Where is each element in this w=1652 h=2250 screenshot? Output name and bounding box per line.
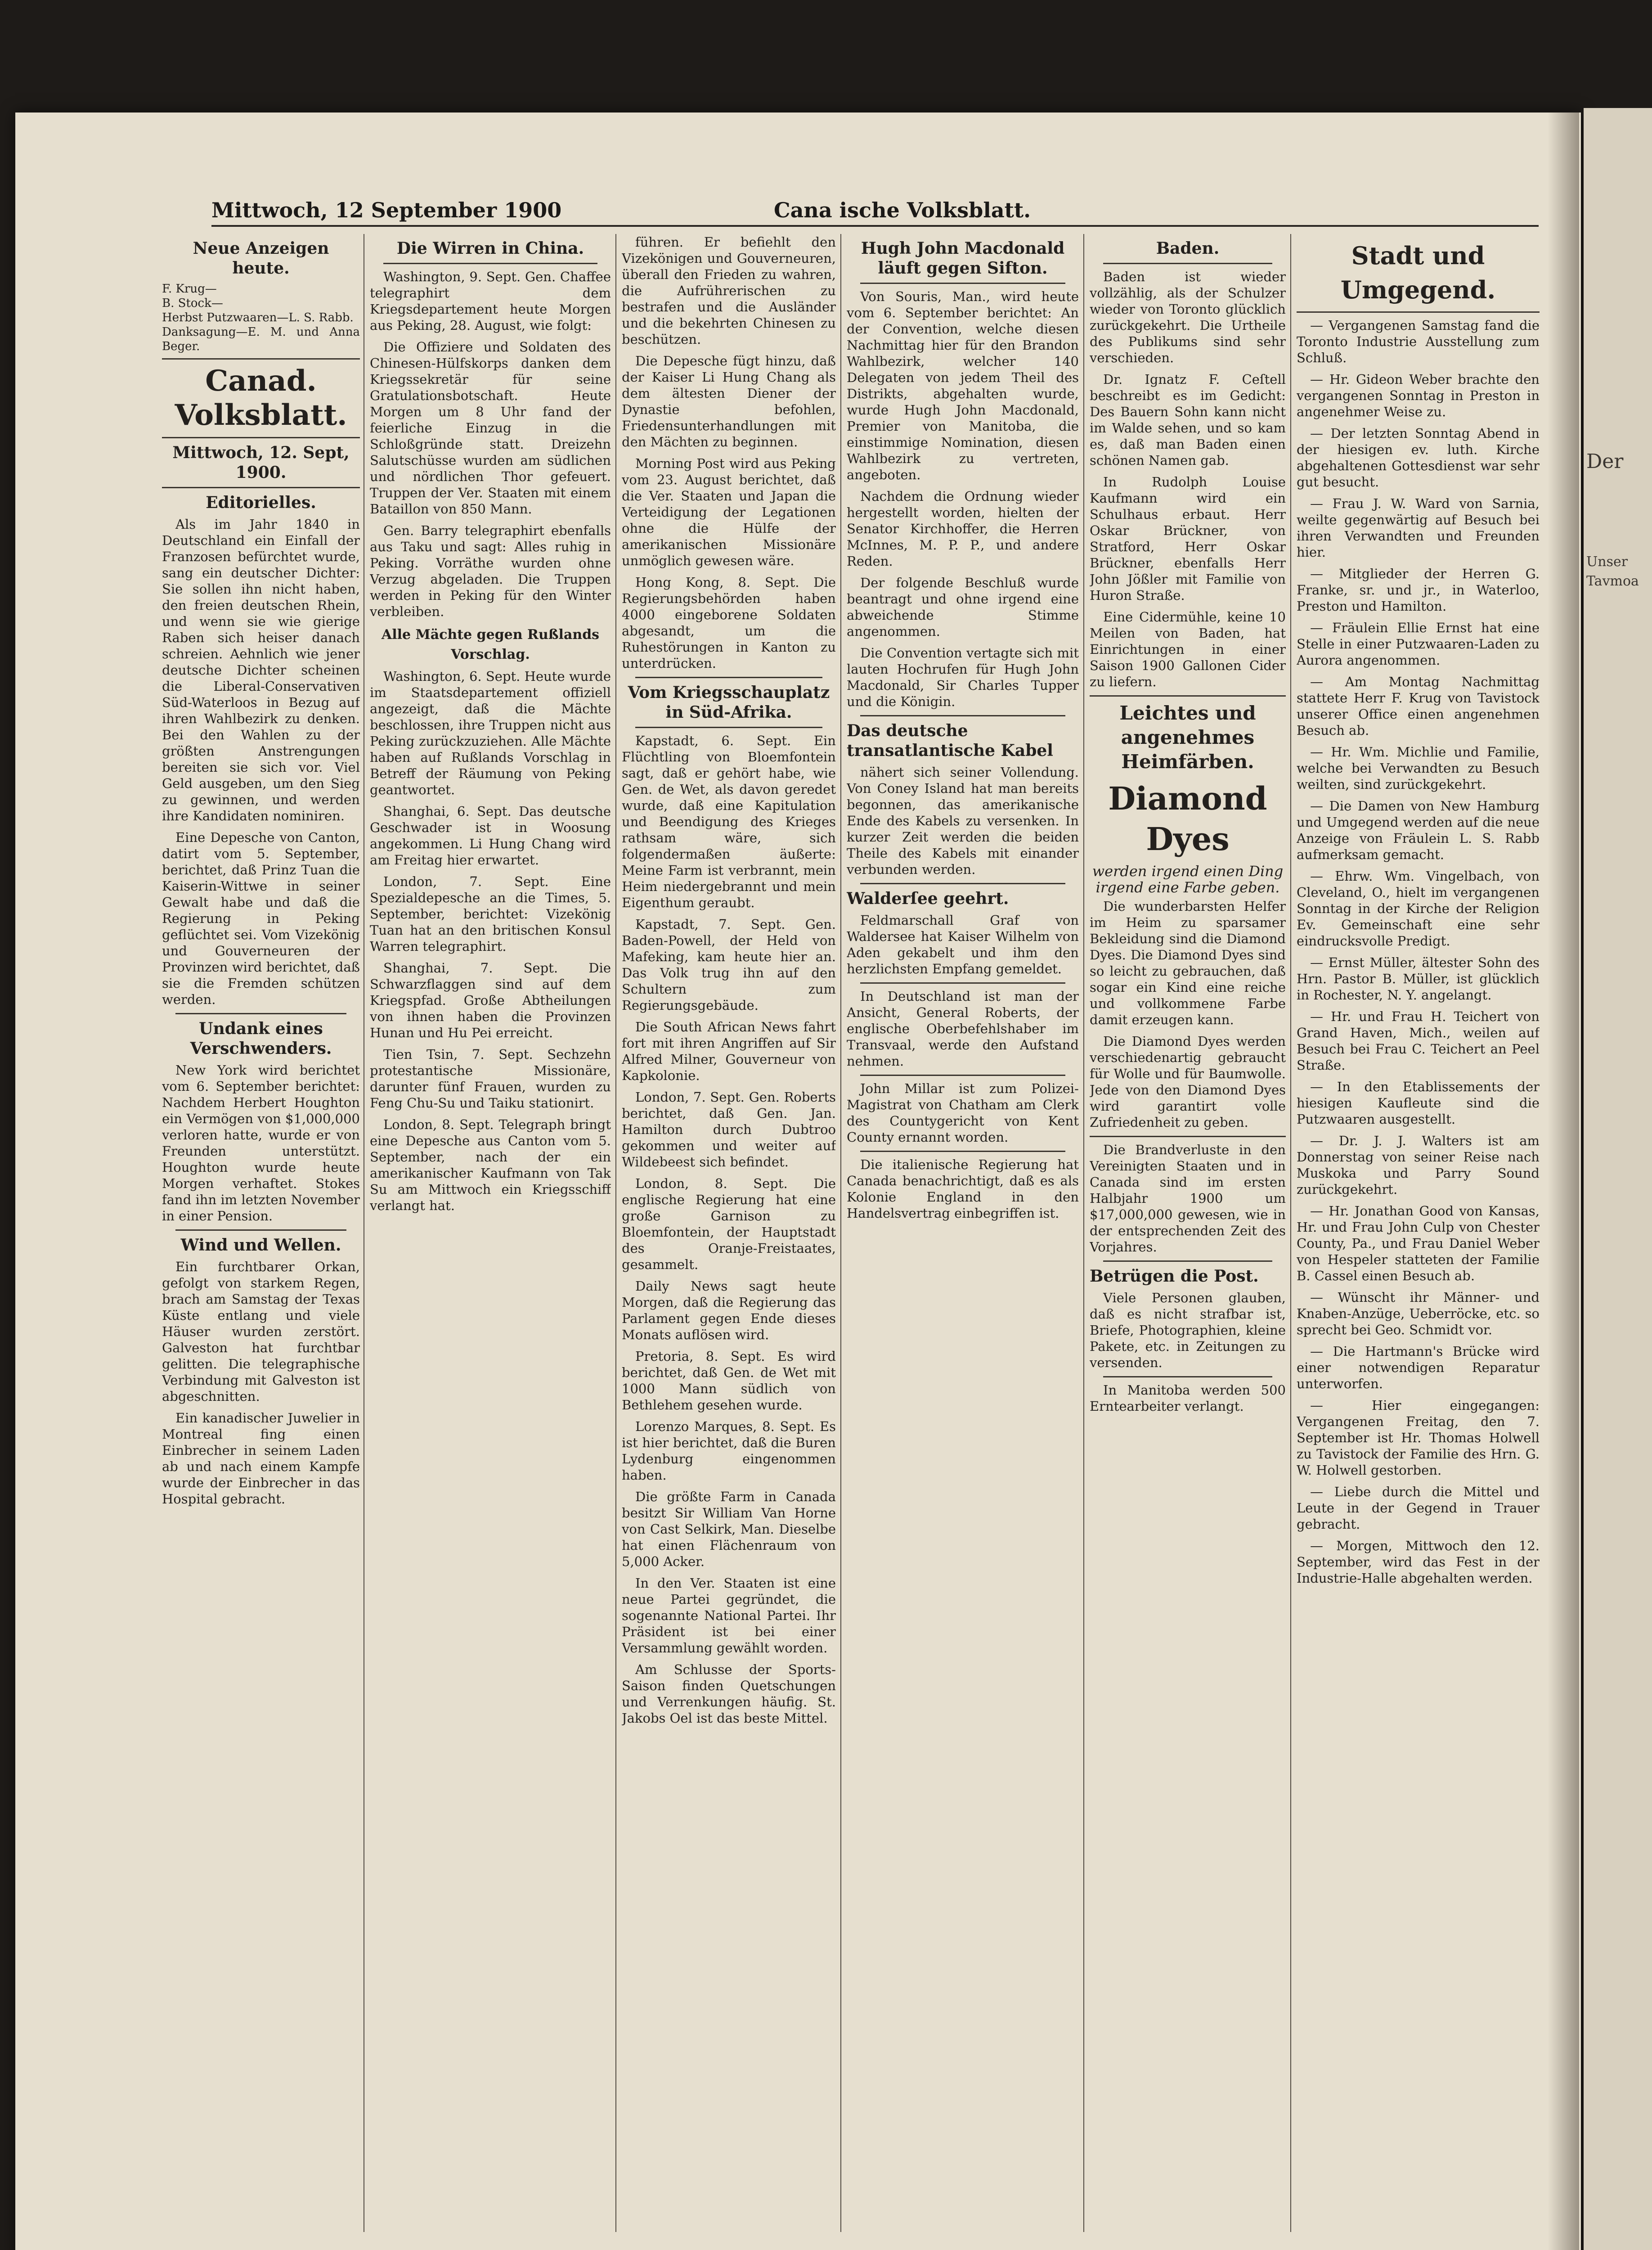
article-paragraph: Kapstadt, 7. Sept. Gen. Baden-Powell, der Held von Mafeking, kam heute hier an. Das Volk trug ihn auf den Schultern zum Regierungsgebäude. xyxy=(622,917,836,1013)
article-paragraph: London, 8. Sept. Die englische Regierung hat eine große Garnison zu Bloemfontein, der Hauptstadt des Oranje-Freistaates, gesammelt. xyxy=(622,1176,836,1272)
article-paragraph: In Deutschland ist man der Ansicht, General Roberts, der englische Oberbefehlshaber im Transvaal, werde den Aufstand nehmen. xyxy=(847,989,1079,1069)
article-paragraph: Dr. Ignatz F. Ceſtell beschreibt es im Gedicht: Des Bauern Sohn kann nicht im Walde sehen, und so kam es, daß man Baden einen schönen Namen gab. xyxy=(1090,372,1286,468)
article-heading: Hugh John Macdonald läuft gegen Sifton. xyxy=(861,239,1065,278)
ad-subtitle: werden irgend einen Ding irgend eine Farbe geben. xyxy=(1092,863,1284,896)
article-subheading: Alle Mächte gegen Rußlands Vorschlag. xyxy=(381,627,600,662)
ad-item: B. Stock— xyxy=(162,297,223,310)
article-paragraph: Am Schlusse der Sports-Saison finden Quetschungen und Verrenkungen häufig. St. Jakobs Oel ist das beste Mittel. xyxy=(622,1662,836,1726)
divider xyxy=(162,487,360,488)
local-news-item: — Wünscht ihr Männer- und Knaben-Anzüge, Ueberröcke, etc. so sprecht bei Geo. Schmidt vor. xyxy=(1297,1290,1540,1337)
column-3 xyxy=(622,234,836,2232)
local-news-item: — Vergangenen Samstag fand die Toronto Industrie Ausstellung zum Schluß. xyxy=(1297,318,1540,365)
column-4 xyxy=(847,234,1079,2232)
local-news-item: — Ernst Müller, ältester Sohn des Hrn. Pastor B. Müller, ist glücklich in Rochester, N. Y. angelangt. xyxy=(1297,955,1540,1003)
divider xyxy=(860,982,1065,984)
article-paragraph: London, 7. Sept. Gen. Roberts berichtet, daß Gen. Jan. Hamilton durch Dubtroo gekommen und weiter auf Wildebeest sich befindet. xyxy=(622,1089,836,1170)
article-paragraph: In den Ver. Staaten ist eine neue Partei gegründet, die sogenannte National Partei. Ihr Präsident ist bei einer Versammlung gewählt worden. xyxy=(622,1575,836,1656)
local-news-item: — Am Montag Nachmittag stattete Herr F. Krug von Tavistock unserer Office einen angenehmen Besuch ab. xyxy=(1297,674,1540,738)
divider xyxy=(1090,1136,1286,1137)
article-paragraph: Daily News sagt heute Morgen, daß die Regierung das Parlament gegen Ende dieses Monats auflösen wird. xyxy=(622,1278,836,1342)
adjacent-page-text: Tavmoa xyxy=(1586,573,1639,589)
article-heading: Undank eines Verschwenders. xyxy=(190,1019,332,1058)
article-paragraph: Shanghai, 7. Sept. Die Schwarzflaggen sind auf dem Kriegspfad. Große Abtheilungen von ihnen haben die Provinzen Hunan und Hu Pei erreicht. xyxy=(370,960,611,1040)
divider xyxy=(1297,311,1540,313)
article-paragraph: Die Brandverluste in den Vereinigten Staaten und in Canada sind im ersten Halbjahr 1900 um $17,000,000 gewesen, wie in der entsprechenden Zeit des Vorjahres. xyxy=(1090,1142,1286,1255)
ad-item: Danksagung—E. M. und Anna Beger. xyxy=(162,325,360,353)
ad-item: Herbst Putzwaaren—L. S. Rabb. xyxy=(162,311,354,324)
divider xyxy=(162,358,360,360)
article-heading: Wind und Wellen. xyxy=(180,1236,341,1255)
article-paragraph: In Rudolph Louise Kaufmann wird ein Schulhaus erbaut. Herr Oskar Brückner, von Stratford, Herr Oskar Brückner, ebenfalls Herr John Jößler mit Familie von Huron Straße. xyxy=(1090,474,1286,603)
article-paragraph: Kapstadt, 6. Sept. Ein Flüchtling von Bloemfontein sagt, daß er gehört habe, wie Gen. de Wet, als davon geredet wurde, daß eine Kapitulation und Beendigung des Krieges rathsam wäre, sich folgendermaßen äußerte: Meine Farm ist verbrannt, mein Heim niedergebrannt und mein Eigenthum geraubt. xyxy=(622,733,836,910)
local-news-item: — Frau J. W. Ward von Sarnia, weilte gegenwärtig auf Besuch bei ihren Verwandten und Freunden hier. xyxy=(1297,496,1540,560)
article-heading: Betrügen die Post. xyxy=(1090,1267,1259,1286)
divider xyxy=(383,263,597,264)
ad-list xyxy=(162,282,360,354)
article-paragraph: Washington, 9. Sept. Gen. Chaffee telegraphirt dem Kriegsdepartement heute Morgen aus Peking, 28. August, wie folgt: xyxy=(370,269,611,333)
column-rule xyxy=(1290,234,1291,2232)
local-news-item: — In den Etablissements der hiesigen Kaufleute sind die Putzwaaren ausgestellt. xyxy=(1297,1079,1540,1127)
divider xyxy=(175,1013,346,1014)
column-1 xyxy=(162,234,360,2232)
article-paragraph: London, 8. Sept. Telegraph bringt eine Depesche aus Canton vom 5. September, nach der ein amerikanischer Kaufmann von Tak Su am Mittwoch ein Kriegsschiff verlangt hat. xyxy=(370,1117,611,1213)
article-paragraph: Eine Cidermühle, keine 10 Meilen von Baden, hat Einrichtungen in einer Saison 1900 Gallonen Cider zu liefern. xyxy=(1090,609,1286,689)
divider xyxy=(860,715,1065,716)
article-paragraph: Hong Kong, 8. Sept. Die Regierungsbehörden haben 4000 eingeborene Soldaten abgesandt, um die Ruhestörungen in Kanton zu unterdrücken. xyxy=(622,575,836,671)
divider xyxy=(860,883,1065,884)
article-paragraph: Der folgende Beschluß wurde beantragt und ohne irgend eine abweichende Stimme angenommen. xyxy=(847,575,1079,639)
article-paragraph: führen. Er befiehlt den Vizekönigen und Gouverneuren, überall den Frieden zu wahren, die Aufrührerischen zu bestrafen und die Ausländer und die bekehrten Chinesen zu beschützen. xyxy=(622,234,836,347)
page-gutter xyxy=(1548,112,1579,2250)
adjacent-page-text: Unser xyxy=(1586,554,1628,570)
article-paragraph: Die South African News fahrt fort mit ihren Angriffen auf Sir Alfred Milner, Gouverneur von Kapkolonie. xyxy=(622,1019,836,1083)
article-paragraph: Ein kanadischer Juwelier in Montreal fing einen Einbrecher in seinem Laden ab und nach einem Kampfe wurde der Einbrecher in das Hospital gebracht. xyxy=(162,1410,360,1507)
paper-masthead: Canad. Volksblatt. xyxy=(175,364,347,432)
divider xyxy=(162,437,360,438)
article-paragraph: Gen. Barry telegraphirt ebenfalls aus Taku und sagt: Alles ruhig in Peking. Vorräthe wurden ohne Verzug abgeladen. Die Truppen werden in Peking für den Winter verbleiben. xyxy=(370,523,611,619)
article-paragraph: Von Souris, Man., wird heute vom 6. September berichtet: An der Convention, welche diesen Nachmittag hier für den Brandon Wahlbezirk, welcher 140 Delegaten von jedem Theil des Distrikts, abgehalten wurde, wurde Hugh John Macdonald, Premier von Manitoba, die einstimmige Nomination, diesen Wahlbezirk zu vertreten, angeboten. xyxy=(847,289,1079,482)
column-5 xyxy=(1090,234,1286,2232)
article-heading: Walderſee geehrt. xyxy=(847,889,1009,908)
article-heading: Vom Kriegsschauplatz in Süd-Afrika. xyxy=(628,683,830,722)
divider xyxy=(1090,695,1286,697)
article-paragraph: Pretoria, 8. Sept. Es wird berichtet, daß Gen. de Wet mit 1000 Mann südlich von Bethlehem gesehen wurde. xyxy=(622,1349,836,1413)
divider xyxy=(1103,263,1272,264)
divider xyxy=(1103,1260,1272,1262)
article-paragraph: Eine Depesche von Canton, datirt vom 5. September, berichtet, daß Prinz Tuan die Kaiserin-Wittwe in seiner Gewalt habe und daß die Regierung in Peking geflüchtet sei. Vom Vizekönig und Gouverneuren der Provinzen wird berichtet, daß sie die Fremden schützen werden. xyxy=(162,830,360,1007)
article-paragraph: New York wird berichtet vom 6. September berichtet: Nachdem Herbert Houghton ein Vermögen von $1,000,000 verloren hatte, wurde er von Freunden unterstützt. Houghton wurde heute Morgen verhaftet. Stokes fand ihn im letzten November in einer Pension. xyxy=(162,1062,360,1224)
column-rule xyxy=(1083,234,1084,2232)
ad-item: F. Krug— xyxy=(162,282,217,296)
column-rule xyxy=(615,234,616,2232)
local-news-item: — Hier eingegangen: Vergangenen Freitag, den 7. September ist Hr. Thomas Holwell zu Tavistock der Familie des Hrn. G. W. Holwell gestorben. xyxy=(1297,1398,1540,1478)
article-paragraph: Die wunderbarsten Helfer im Heim zu sparsamer Bekleidung sind die Diamond Dyes. Die Diamond Dyes sind so leicht zu gebrauchen, daß sogar ein Kind eine reiche und vollkommene Farbe damit erzeugen kann. xyxy=(1090,899,1286,1027)
article-paragraph: Morning Post wird aus Peking vom 23. August berichtet, daß die Ver. Staaten und Japan die Verteidigung der Legationen ohne die Hülfe der amerikanischen Missionäre unmöglich gewesen wäre. xyxy=(622,456,836,568)
article-paragraph: John Millar ist zum Polizei-Magistrat von Chatham am Clerk des Countygericht von Kent County ernannt worden. xyxy=(847,1081,1079,1145)
article-paragraph: London, 7. Sept. Eine Spezialdepesche an die Times, 5. September, berichtet: Vizekönig Tuan hat an den britischen Konsul Warren telegraphirt. xyxy=(370,874,611,954)
article-paragraph: nähert sich seiner Vollendung. Von Coney Island hat man bereits begonnen, das amerikanische Ende des Kabels zu versenken. In kurzer Zeit werden die beiden Theile des Kabels mit einander verbunden werden. xyxy=(847,765,1079,877)
article-paragraph: Feldmarschall Graf von Waldersee hat Kaiser Wilhelm von Aden gekabelt und ihm den herzlichsten Empfang gemeldet. xyxy=(847,913,1079,976)
article-paragraph: Die italienische Regierung hat Canada benachrichtigt, daß es als Kolonie England in den Handelsvertrag einbegriffen ist. xyxy=(847,1157,1079,1221)
new-ads-heading: Neue Anzeigen heute. xyxy=(193,239,329,278)
adjacent-page-text: Der xyxy=(1586,450,1624,473)
article-paragraph: Nachdem die Ordnung wieder hergestellt worden, hielten der Senator Kirchhoffer, die Herren McInnes, M. P. P., und andere Reden. xyxy=(847,489,1079,569)
article-paragraph: Shanghai, 6. Sept. Das deutsche Geschwader ist in Woosung angekommen. Li Hung Chang wird am Freitag hier erwartet. xyxy=(370,804,611,868)
header-rule xyxy=(211,225,1539,227)
article-heading: Baden. xyxy=(1156,239,1220,258)
divider xyxy=(860,1151,1065,1152)
article-paragraph: Die Offiziere und Soldaten des Chinesen-Hülfskorps danken dem Kriegssekretär für seine Gratulationsbotschaft. Heute Morgen um 8 Uhr fand der feierliche Einzug in die Schloßgründe statt. Dreizehn Salutschüsse wurden am südlichen und nördlichen Thor gefeuert. Truppen der Ver. Staaten mit einem Bataillon von 850 Mann. xyxy=(370,339,611,517)
local-news-heading: Stadt und Umgegend. xyxy=(1340,241,1496,304)
article-paragraph: Ein furchtbarer Orkan, gefolgt von starkem Regen, brach am Samstag der Texas Küste entlang und viele Häuser wurden zerstört. Galveston hat furchtbar gelitten. Die telegraphische Verbindung mit Galveston ist abgeschnitten. xyxy=(162,1259,360,1404)
divider xyxy=(635,727,822,728)
adjacent-page-fragment xyxy=(1584,108,1652,2250)
divider xyxy=(1103,1376,1272,1377)
local-news-item: — Hr. Wm. Michlie und Familie, welche bei Verwandten zu Besuch weilten, sind zurückgekehrt. xyxy=(1297,744,1540,792)
article-paragraph: In Manitoba werden 500 Erntearbeiter verlangt. xyxy=(1090,1382,1286,1414)
editorial-heading: Editorielles. xyxy=(206,493,316,512)
article-paragraph: Washington, 6. Sept. Heute wurde im Staatsdepartement offiziell angezeigt, daß die Mächte beschlossen, ihre Truppen nicht aus Peking zurückzuziehen. Alle Mächte haben auf Rußlands Vorschlag in Betreff der Räumung von Peking geantwortet. xyxy=(370,669,611,797)
local-news-item: — Ehrw. Wm. Vingelbach, von Cleveland, O., hielt im vergangenen Sonntag in der Kirche der Religion Ev. Gemeinschaft eine sehr eindrucksvolle Predigt. xyxy=(1297,868,1540,949)
local-news-item: — Dr. J. J. Walters ist am Donnerstag von seiner Reise nach Muskoka und Parry Sound zurückgekehrt. xyxy=(1297,1133,1540,1197)
column-rule xyxy=(840,234,841,2232)
article-paragraph: Als im Jahr 1840 in Deutschland ein Einfall der Franzosen befürchtet wurde, sang ein deutscher Dichter: Sie sollen ihn nicht haben, den freien deutschen Rhein, und wenn sie wie gierige Raben sich heiser danach schreien. Aehnlich wie jener deutsche Dichter scheinen die Liberal-Conservativen Süd-Waterloos in Bezug auf ihren Wahlbezirk zu denken. Bei den Wahlen zu der größten Anstrengungen bereiten sie sich vor. Viel Geld ausgeben, um den Sieg zu gewinnen, und werden ihre Kandidaten nominiren. xyxy=(162,517,360,824)
article-paragraph: Die Convention vertagte sich mit lauten Hochrufen für Hugh John Macdonald, Sir Charles Tupper und die Königin. xyxy=(847,645,1079,709)
header-masthead: Cana ische Volksblatt. xyxy=(774,198,1031,222)
local-news-item: — Morgen, Mittwoch den 12. September, wird das Fest in der Industrie-Halle abgehalten werden. xyxy=(1297,1538,1540,1586)
divider xyxy=(175,1229,346,1231)
article-paragraph: Baden ist wieder vollzählig, als der Schulzer wieder von Toronto glücklich zurückgekehrt. Die Urtheile des Publikums sind sehr verschieden. xyxy=(1090,269,1286,365)
local-news-item: — Die Hartmann's Brücke wird einer notwendigen Reparatur unterworfen. xyxy=(1297,1344,1540,1391)
article-paragraph: Viele Personen glauben, daß es nicht strafbar ist, Briefe, Photographien, kleine Pakete, etc. in Zeitungen zu versenden. xyxy=(1090,1290,1286,1370)
paper-date: Mittwoch, 12. Sept, 1900. xyxy=(172,443,350,482)
article-paragraph: Die größte Farm in Canada besitzt Sir William Van Horne von Cast Selkirk, Man. Dieselbe hat einen Flächenraum von 5,000 Acker. xyxy=(622,1489,836,1569)
local-news-item: — Liebe durch die Mittel und Leute in der Gegend in Trauer gebracht. xyxy=(1297,1484,1540,1532)
column-6 xyxy=(1297,234,1540,2232)
local-news-item: — Die Damen von New Hamburg und Umgegend werden auf die neue Anzeige von Fräulein L. S. Rabb aufmerksam gemacht. xyxy=(1297,798,1540,862)
article-paragraph: Lorenzo Marques, 8. Sept. Es ist hier berichtet, daß die Buren Lydenburg eingenommen haben. xyxy=(622,1419,836,1483)
local-news-item: — Hr. Jonathan Good von Kansas, Hr. und Frau John Culp von Chester County, Pa., und Frau Daniel Weber von Hespeler statteten der Familie B. Cassel einen Besuch ab. xyxy=(1297,1203,1540,1283)
article-heading: Die Wirren in China. xyxy=(396,239,584,258)
article-paragraph: Die Diamond Dyes werden verschiedenartig gebraucht für Wolle und für Baumwolle. Jede von den Diamond Dyes wird garantirt volle Zufriedenheit zu geben. xyxy=(1090,1034,1286,1130)
ad-headline: Leichtes und angenehmes Heimfärben. xyxy=(1119,702,1256,773)
column-2 xyxy=(370,234,611,2232)
local-news-item: — Hr. Gideon Weber brachte den vergangenen Sonntag in Preston in angenehmer Weise zu. xyxy=(1297,372,1540,419)
article-heading: Das deutsche transatlantische Kabel xyxy=(847,721,1053,760)
article-paragraph: Die Depesche fügt hinzu, daß der Kaiser Li Hung Chang als dem ältesten Diener der Dynastie befohlen, Friedensunterhandlungen mit den Mächten zu beginnen. xyxy=(622,353,836,450)
divider xyxy=(860,283,1065,284)
local-news-item: — Der letzten Sonntag Abend in der hiesigen ev. luth. Kirche abgehaltenen Gottesdienst war sehr gut besucht. xyxy=(1297,426,1540,490)
divider xyxy=(860,1075,1065,1076)
diamond-dyes-title: Diamond Dyes xyxy=(1108,780,1267,858)
local-news-item: — Mitglieder der Herren G. Franke, sr. und jr., in Waterloo, Preston und Hamilton. xyxy=(1297,566,1540,614)
article-paragraph: Tien Tsin, 7. Sept. Sechzehn protestantische Missionäre, darunter fünf Frauen, wurden zu Feng Chu-Su und Taiku stationirt. xyxy=(370,1047,611,1111)
header-date: Mittwoch, 12 September 1900 xyxy=(211,198,562,222)
divider xyxy=(635,677,822,678)
local-news-item: — Fräulein Ellie Ernst hat eine Stelle in einer Putzwaaren-Laden zu Aurora angenommen. xyxy=(1297,620,1540,668)
local-news-item: — Hr. und Frau H. Teichert von Grand Haven, Mich., weilen auf Besuch bei Frau C. Teichert an Peel Straße. xyxy=(1297,1009,1540,1073)
